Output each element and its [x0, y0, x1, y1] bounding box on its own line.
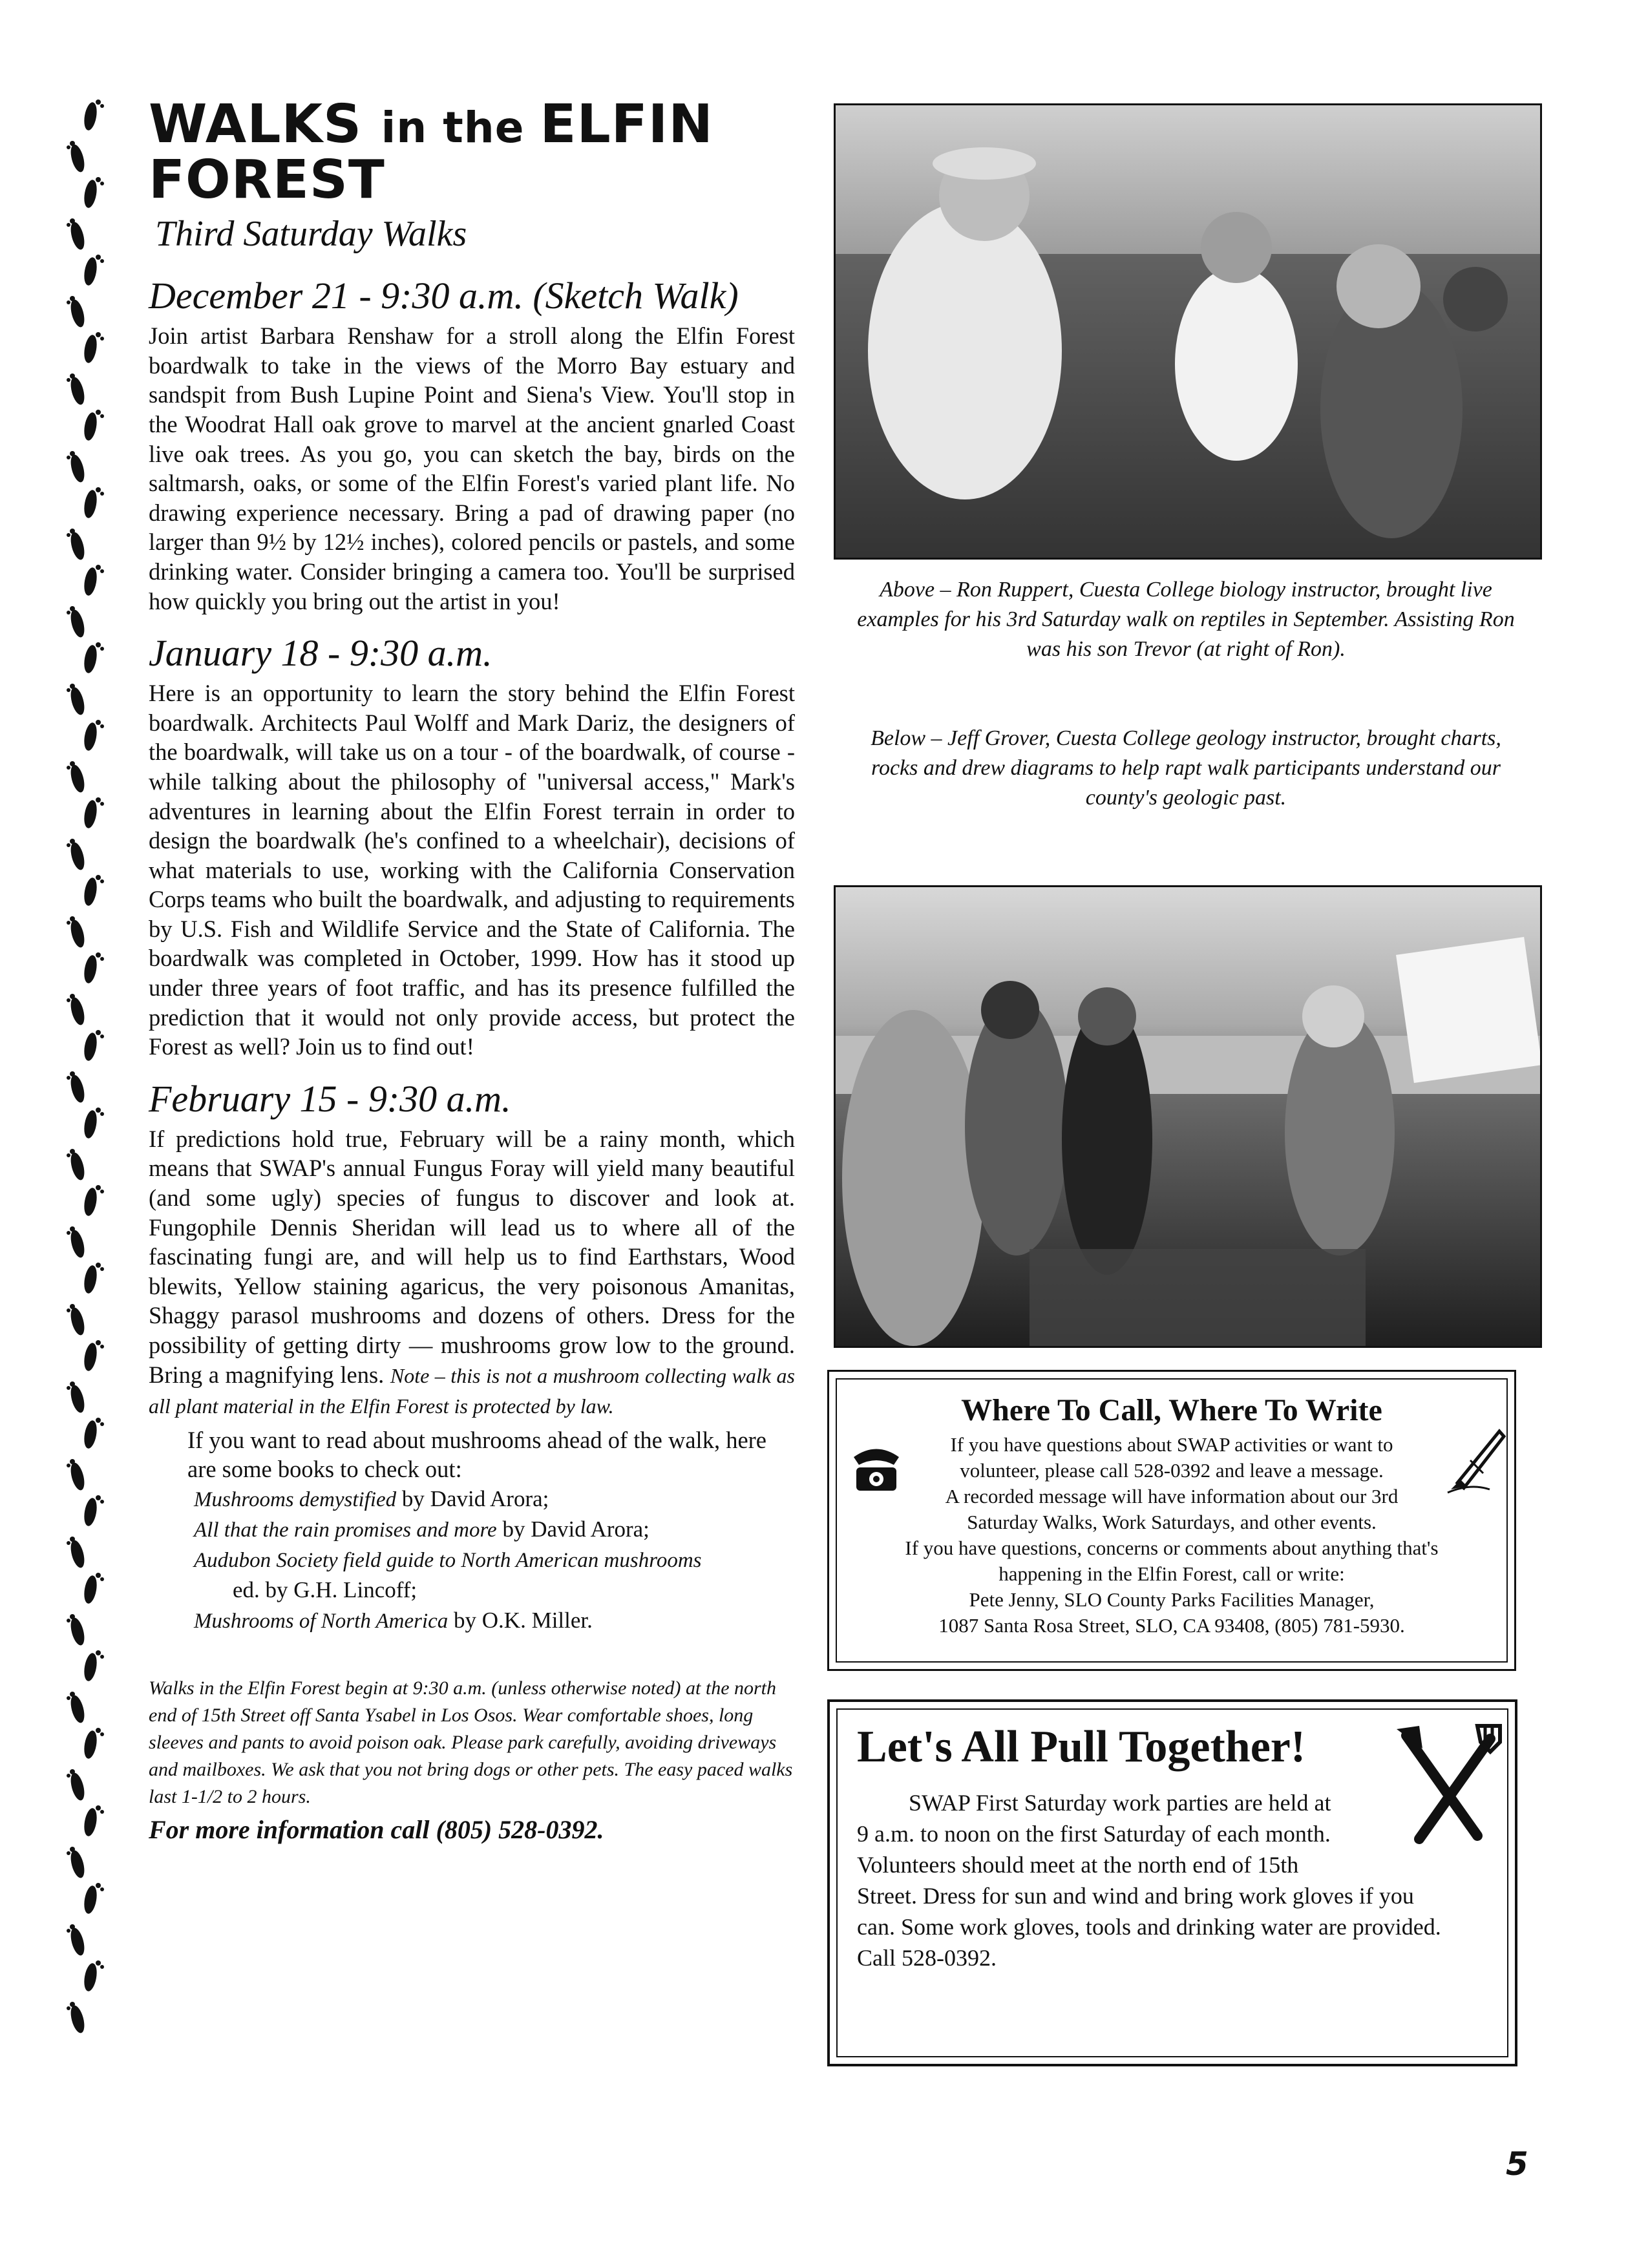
event-heading-february: February 15 - 9:30 a.m. — [149, 1077, 511, 1120]
photo-reptile-walk — [834, 103, 1542, 560]
book-item — [194, 1484, 795, 1515]
event-body-january: Here is an opportunity to learn the story behind the Elfin Forest boardwalk. Architects Paul Wolff and Mark Dariz, the designers of the boardwalk, will take us on a tour - of the boardwalk, of course - while talking about the philosophy of "universal access," Mark's adventures in learning about the Elfin Forest terrain in order to design the boardwalk (he's confined to a wheelchair), decisions of what materials to use, working with the California Conservation Corps teams who built the boardwalk, and adjusting to requirements by U.S. Fish and Wildlife Service and the State of California. The boardwalk was completed in October, 1999. How has it stood up under three years of foot traffic, and has its presence fulfilled the prediction that it would not only provide access, but protect the Forest as well? Join us to find out! — [149, 680, 795, 1060]
contact-line: Pete Jenny, SLO County Parks Facilities Manager, — [969, 1588, 1375, 1611]
caption-above: Above – Ron Ruppert, Cuesta College biology instructor, brought live examples for his 3rd Saturday walk on reptiles in September. Assisting Ron was his son Trevor (at right of Ron). — [857, 578, 1515, 661]
contact-line: happening in the Elfin Forest, call or write: — [998, 1562, 1345, 1585]
photo-geology-walk — [834, 885, 1542, 1348]
book-item — [194, 1606, 795, 1636]
contact-line: Saturday Walks, Work Saturdays, and other events. — [967, 1511, 1377, 1533]
caption-below: Below – Jeff Grover, Cuesta College geology instructor, brought charts, rocks and drew diagrams to help rapt walk participants understand our county's geologic past. — [871, 726, 1501, 810]
footprints-decoration — [65, 97, 142, 2087]
masthead-part3: ELFIN FOREST — [149, 94, 713, 211]
event-heading-december: December 21 - 9:30 a.m. (Sketch Walk) — [149, 275, 739, 317]
contact-line: If you have questions about SWAP activities or want to — [950, 1433, 1393, 1456]
book-item — [194, 1515, 795, 1545]
work-party-title: Let's All Pull Together! — [857, 1722, 1306, 1772]
contact-line: A recorded message will have information about our 3rd — [945, 1485, 1399, 1507]
photo-geology-walk-image — [836, 887, 1540, 1346]
contact-title: Where To Call, Where To Write — [961, 1393, 1382, 1427]
work-party-line: can. Some work gloves, tools and drinking water are provided. — [857, 1914, 1441, 1940]
book-author: by David Arora; — [496, 1516, 650, 1542]
contact-line: 1087 Santa Rosa Street, SLO, CA 93408, (805) 781-5930. — [938, 1614, 1405, 1637]
event-body-february-text: If predictions hold true, February will be a rainy month, which means that SWAP's annual Fungus Foray will yield many beautiful (and some ugly) species of fungus to discover and look at. Fungophile Dennis Sheridan will lead us to where all of the fascinating fungi are, and will help us to find Earthstars, Wood blewits, Yellow staining agaricus, the very poisonous Amanitas, Shaggy parasol mushrooms and dozens of others. Dress for the possibility of getting dirty — mushrooms grow low to the ground. Bring a magnifying lens. — [149, 1125, 795, 1388]
book-title: Mushrooms of North America — [194, 1609, 449, 1633]
page-number: 5 — [1506, 2145, 1528, 2183]
book-author: by O.K. Miller. — [448, 1607, 593, 1633]
event-body-december: Join artist Barbara Renshaw for a stroll along the Elfin Forest boardwalk to take in the views of the Morro Bay estuary and sandspit from Bush Lupine Point and Siena's View. You'll stop in the Woodrat Hall oak grove to marvel at the ancient gnarled Coast live oak trees. As you go, you can sketch the bay, birds on the saltmarsh, oaks, or some of the Elfin Forest's varied plant life. No drawing experience necessary. Bring a pad of drawing paper (no larger than 9½ by 12½ inches), colored pencils or pastels, and some drinking water. Consider bringing a camera too. You'll be surprised how quickly you bring out the artist in you! — [149, 322, 795, 614]
work-party-line: Volunteers should meet at the north end of 15th — [857, 1852, 1299, 1878]
contact-box — [827, 1370, 1516, 1671]
contact-box-inner — [836, 1378, 1508, 1663]
subhead: Third Saturday Walks — [155, 214, 467, 255]
garden-tools-icon — [1393, 1723, 1503, 1852]
book-title: Mushrooms demystified — [194, 1487, 397, 1511]
masthead-part1: WALKS — [149, 94, 381, 155]
work-party-box-inner — [836, 1708, 1508, 2057]
work-party-line: Street. Dress for sun and wind and bring work gloves if you — [857, 1883, 1414, 1909]
event-note-february: Note – this is not a mushroom collecting walk as all plant material in the Elfin Forest is protected by law. — [149, 1363, 795, 1418]
work-party-box — [827, 1699, 1517, 2066]
event-heading-january: January 18 - 9:30 a.m. — [149, 632, 492, 675]
book-item — [233, 1575, 795, 1606]
more-info-phone: For more information call (805) 528-0392. — [149, 1814, 604, 1844]
footprints-icon — [65, 97, 142, 2087]
book-title: All that the rain promises and more — [194, 1518, 497, 1542]
contact-line: If you have questions, concerns or comments about anything that's — [905, 1537, 1439, 1559]
event-body-february — [149, 1124, 795, 1422]
masthead-part2: in the — [381, 103, 540, 152]
book-author: by David Arora; — [396, 1486, 549, 1511]
book-title: Audubon Society field guide to North American mushrooms — [194, 1548, 702, 1572]
work-party-line: SWAP First Saturday work parties are held at — [909, 1790, 1331, 1816]
book-item — [194, 1545, 795, 1575]
telephone-icon — [847, 1438, 905, 1496]
work-party-line: Call 528-0392. — [857, 1945, 997, 1971]
books-intro: If you want to read about mushrooms ahead of the walk, here are some books to check out: — [187, 1426, 766, 1483]
book-author: ed. by G.H. Lincoff; — [233, 1577, 417, 1602]
photo-reptile-walk-image — [836, 105, 1540, 558]
masthead-title — [149, 94, 795, 211]
pen-nib-icon — [1444, 1425, 1509, 1496]
contact-line: volunteer, please call 528-0392 and leave a message. — [960, 1459, 1384, 1482]
walk-info-note: Walks in the Elfin Forest begin at 9:30 a.m. (unless otherwise noted) at the north end of 15th Street off Santa Ysabel in Los Osos. Wear comfortable shoes, long sleeves and pants to avoid poison oak. Please park carefully, avoiding driveways and mailboxes. We ask that you not bring dogs or other pets. The easy paced walks last 1-1/2 to 2 hours. — [149, 1677, 793, 1807]
work-party-line: 9 a.m. to noon on the first Saturday of each month. — [857, 1821, 1331, 1847]
walks-column — [149, 94, 795, 1845]
